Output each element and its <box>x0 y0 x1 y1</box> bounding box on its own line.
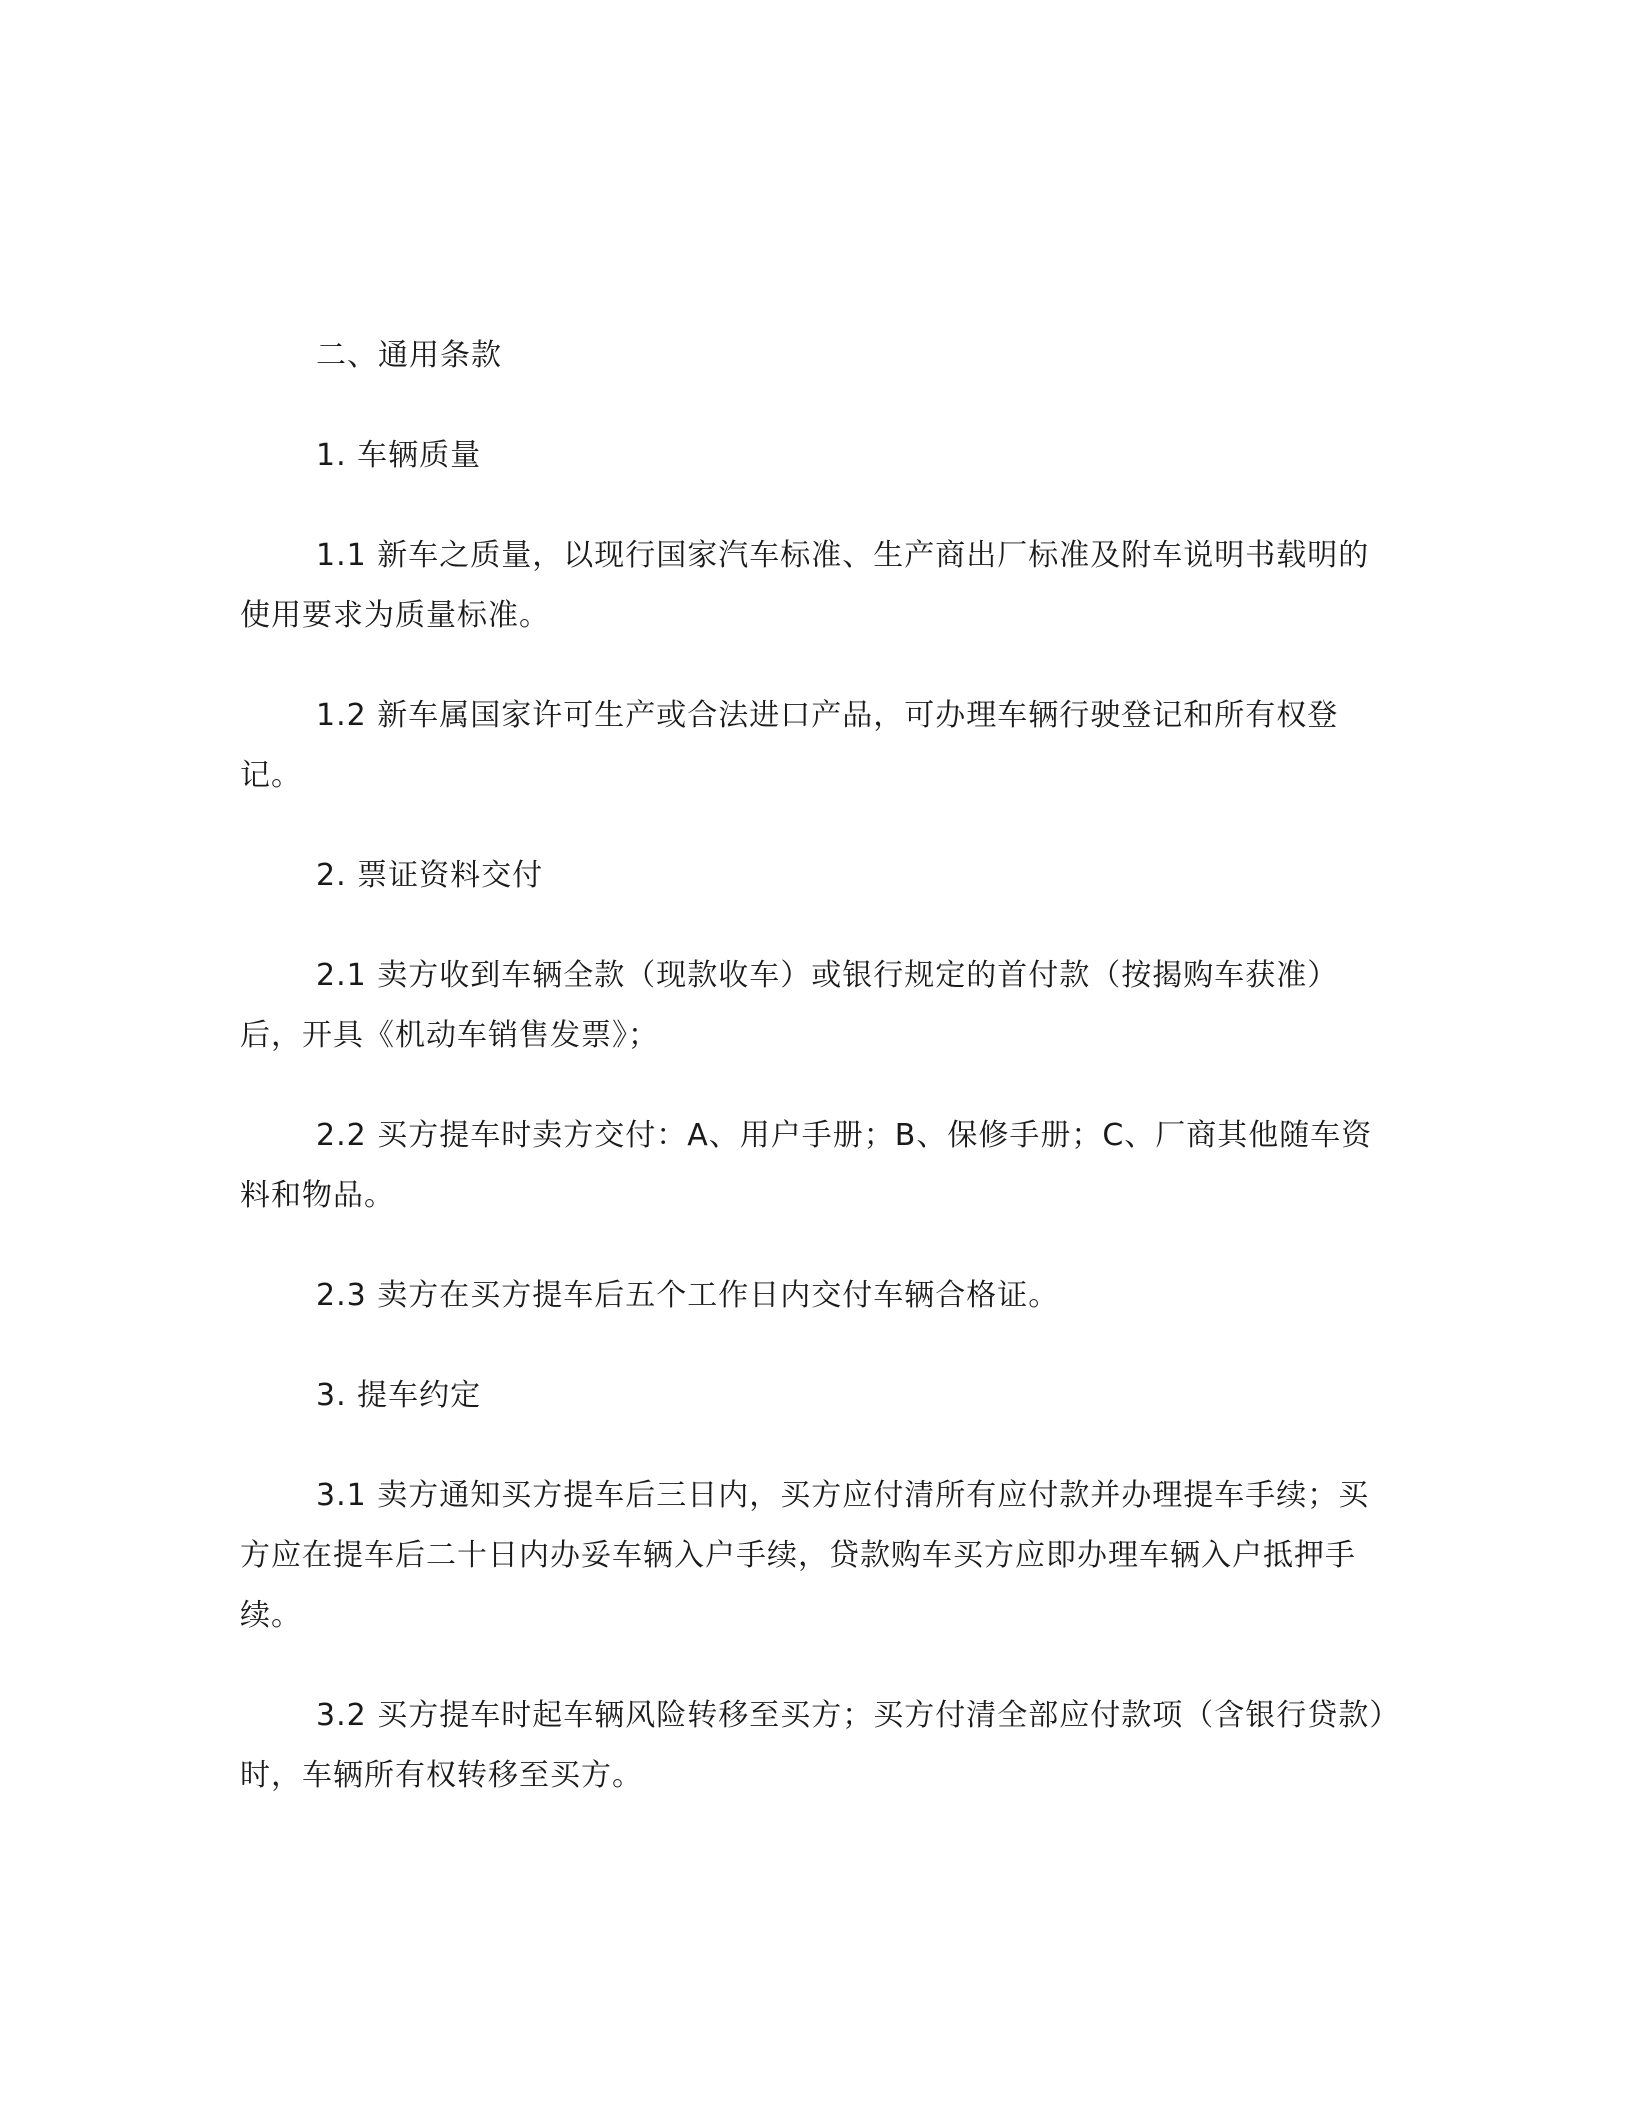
clause-2-1: 2.1 卖方收到车辆全款（现款收车）或银行规定的首付款（按揭购车获准）后，开具《机动车销售发票》； <box>240 958 1339 1053</box>
clause-3-1: 3.1 卖方通知买方提车后三日内，买方应付清所有应付款并办理提车手续；买方应在提车后二十日内办妥车辆入户手续，贷款购车买方应即办理车辆入户抵押手续。 <box>240 1478 1370 1633</box>
clause-2-2: 2.2 买方提车时卖方交付：A、用户手册；B、保修手册；C、厂商其他随车资料和物品。 <box>240 1118 1373 1213</box>
clause-heading-1: 1. 车辆质量 <box>316 438 482 473</box>
clause-2-3: 2.3 卖方在买方提车后五个工作日内交付车辆合格证。 <box>316 1278 1060 1313</box>
clause-heading-2: 2. 票证资料交付 <box>316 858 544 893</box>
clause-1-1: 1.1 新车之质量，以现行国家汽车标准、生产商出厂标准及附车说明书载明的使用要求为质量标准。 <box>240 538 1370 633</box>
section-title: 二、通用条款 <box>316 338 502 373</box>
clause-1-2: 1.2 新车属国家许可生产或合法进口产品，可办理车辆行驶登记和所有权登记。 <box>240 698 1339 793</box>
clause-heading-3: 3. 提车约定 <box>316 1378 482 1413</box>
clause-3-2: 3.2 买方提车时起车辆风险转移至买方；买方付清全部应付款项（含银行贷款）时，车辆所有权转移至买方。 <box>240 1698 1386 1793</box>
